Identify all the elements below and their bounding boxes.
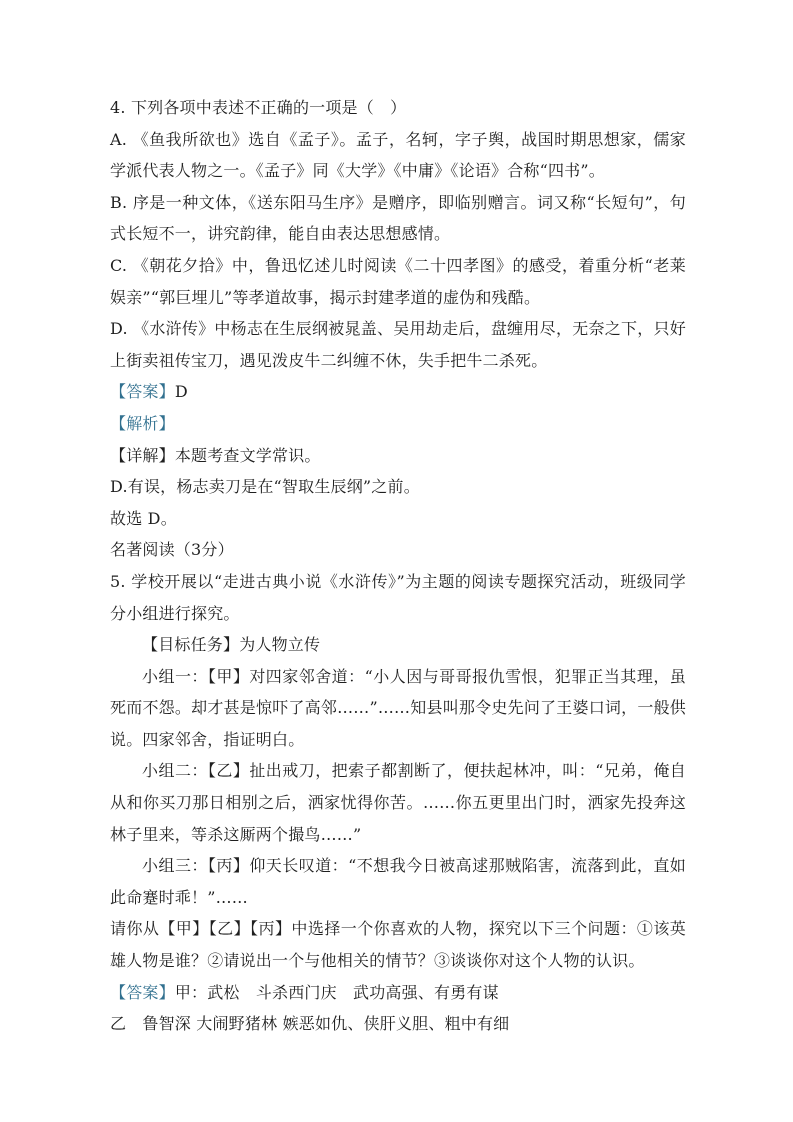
answer-text-jia: 甲：武松 斗杀西门庆 武功高强、有勇有谋 bbox=[174, 982, 499, 1002]
analysis-label: 【解析】 bbox=[110, 413, 175, 433]
question-5-stem: 5. 学校开展以“走进古典小说《水浒传》”为主题的阅读专题探究活动，班级同学分小组进行探究。 bbox=[110, 571, 686, 623]
detail-text: 本题考查文学常识。 bbox=[174, 445, 321, 465]
answer-value: D bbox=[174, 382, 188, 402]
question-4-option-b: B. 序是一种文体，《送东阳马生序》是赠序，即临别赠言。词又称“长短句”，句式长短不一，讲究韵律，能自由表达思想感情。 bbox=[110, 192, 686, 244]
question-4-detail-line bbox=[110, 440, 686, 472]
question-5-group-2: 小组二：【乙】扯出戒刀，把索子都割断了，便扶起林冲，叫：“兄弟，俺自从和你买刀那日相别之后，洒家忧得你苦。……你五更里出门时，洒家先投奔这林子里来，等杀这厮两个撮鸟……” bbox=[110, 761, 686, 844]
question-5-group-3: 小组三：【丙】仰天长叹道：“不想我今日被高逑那贼陷害，流落到此，直如此命蹇时乖！”…… bbox=[110, 856, 686, 907]
question-4-answer-line bbox=[110, 376, 686, 408]
detail-label: 【详解】 bbox=[110, 445, 175, 465]
question-4-option-c: C. 《朝花夕拾》中，鲁迅忆述儿时阅读《二十四孝图》的感受，着重分析“老莱娱亲”“郭巨埋儿”等孝道故事，揭示封建孝道的虚伪和残酷。 bbox=[110, 255, 686, 307]
answer-label: 【答案】 bbox=[110, 982, 175, 1002]
question-5-question: 请你从【甲】【乙】【丙】中选择一个你喜欢的人物，探究以下三个问题：①该英雄人物是谁？②请说出一个与他相关的情节？③谈谈你对这个人物的认识。 bbox=[110, 919, 686, 971]
question-5-answer-line-1 bbox=[110, 977, 686, 1009]
question-4-stem: 4. 下列各项中表述不正确的一项是（ ） bbox=[110, 98, 407, 117]
question-5-answer-line-2: 乙 鲁智深 大闹野猪林 嫉恶如仇、侠肝义胆、粗中有细 bbox=[110, 1014, 510, 1034]
question-4-conclusion: 故选 D。 bbox=[110, 508, 177, 528]
answer-label: 【答案】 bbox=[110, 382, 175, 402]
question-4-analysis-line bbox=[110, 408, 686, 440]
question-5-group-1: 小组一：【甲】对四家邻舍道：“小人因与哥哥报仇雪恨，犯罪正当其理，虽死而不怨。却才甚是惊吓了高邻……”……知县叫那令史先问了王婆口词，一般供说。四家邻舍，指证明白。 bbox=[110, 666, 686, 749]
document-content bbox=[110, 92, 686, 1040]
question-4-option-a: A. 《鱼我所欲也》选自《孟子》。孟子，名轲，字子舆，战国时期思想家，儒家学派代表人物之一。《孟子》同《大学》《中庸》《论语》合称“四书”。 bbox=[110, 129, 686, 181]
question-4-option-d: D. 《水浒传》中杨志在生辰纲被晁盖、吴用劫走后，盘缠用尽，无奈之下，只好上街卖祖传宝刀，遇见泼皮牛二纠缠不休，失手把牛二杀死。 bbox=[110, 319, 686, 370]
question-4-explanation: D.有误，杨志卖刀是在“智取生辰纲”之前。 bbox=[110, 477, 420, 497]
section-title: 名著阅读（3分） bbox=[110, 540, 234, 560]
question-5-task-header: 【目标任务】为人物立传 bbox=[142, 635, 321, 655]
